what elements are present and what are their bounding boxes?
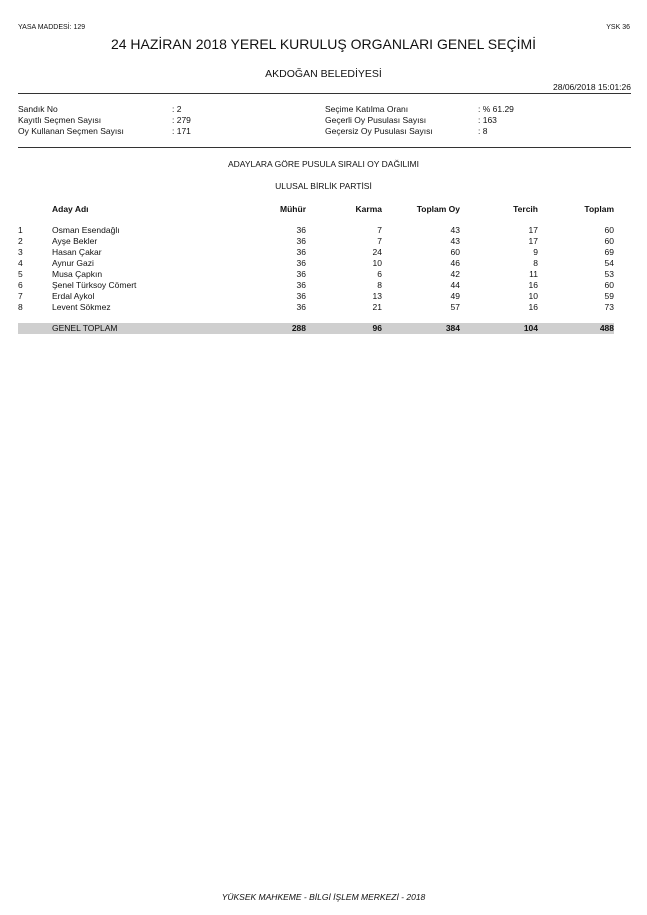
header-karma: Karma [355, 204, 382, 214]
cell-name: Aynur Gazi [52, 258, 94, 268]
info-label: Geçersiz Oy Pusulası Sayısı [325, 126, 433, 136]
cell-karma: 21 [372, 302, 382, 312]
total-toplam-oy: 384 [445, 323, 460, 333]
cell-karma: 7 [377, 236, 382, 246]
info-label: Oy Kullanan Seçmen Sayısı [18, 126, 124, 136]
header-divider [18, 93, 631, 94]
cell-toplam: 53 [604, 269, 614, 279]
table-row [18, 258, 614, 269]
total-label: GENEL TOPLAM [52, 323, 118, 333]
table-row [18, 247, 614, 258]
section-title: ADAYLARA GÖRE PUSULA SIRALI OY DAĞILIMI [227, 159, 419, 169]
info-label: Kayıtlı Seçmen Sayısı [18, 115, 102, 125]
cell-tercih: 10 [528, 291, 538, 301]
header-toplam: Toplam [584, 204, 614, 214]
cell-karma: 8 [377, 280, 382, 290]
cell-toplam-oy: 49 [450, 291, 460, 301]
cell-toplam: 60 [604, 280, 614, 290]
cell-tercih: 16 [528, 280, 538, 290]
table-header [18, 204, 614, 215]
cell-karma: 24 [372, 247, 382, 257]
cell-toplam: 59 [604, 291, 614, 301]
total-karma: 96 [372, 323, 382, 333]
header-toplam-oy: Toplam Oy [416, 204, 460, 214]
total-tercih: 104 [523, 323, 538, 333]
table-row [18, 269, 614, 280]
cell-toplam: 73 [604, 302, 614, 312]
cell-tercih: 16 [528, 302, 538, 312]
cell-tercih: 17 [528, 225, 538, 235]
cell-toplam-oy: 60 [450, 247, 460, 257]
info-value: : 279 [172, 115, 191, 125]
cell-name: Musa Çapkın [52, 269, 103, 279]
cell-name: Ayşe Bekler [52, 236, 98, 246]
cell-muhur: 36 [296, 302, 306, 312]
cell-muhur: 36 [296, 247, 306, 257]
cell-no: 5 [18, 269, 23, 279]
report-timestamp: 28/06/2018 15:01:26 [553, 82, 631, 92]
header-tercih: Tercih [513, 204, 538, 214]
cell-karma: 7 [377, 225, 382, 235]
cell-muhur: 36 [296, 280, 306, 290]
info-value: : 8 [478, 126, 488, 136]
table-row [18, 291, 614, 302]
cell-toplam-oy: 57 [450, 302, 460, 312]
cell-name: Erdal Aykol [52, 291, 95, 301]
cell-muhur: 36 [296, 258, 306, 268]
cell-karma: 10 [372, 258, 382, 268]
info-divider [18, 147, 631, 148]
cell-toplam: 54 [604, 258, 614, 268]
cell-karma: 13 [372, 291, 382, 301]
table-row [18, 225, 614, 236]
table-row [18, 280, 614, 291]
cell-muhur: 36 [296, 225, 306, 235]
cell-name: Hasan Çakar [52, 247, 102, 257]
cell-no: 8 [18, 302, 23, 312]
info-label: Geçerli Oy Pusulası Sayısı [325, 115, 427, 125]
municipality-name: AKDOĞAN BELEDİYESİ [265, 68, 382, 80]
cell-no: 6 [18, 280, 23, 290]
header-muhur: Mühür [280, 204, 306, 214]
cell-muhur: 36 [296, 291, 306, 301]
cell-toplam: 60 [604, 225, 614, 235]
cell-tercih: 11 [529, 269, 538, 279]
table-row [18, 236, 614, 247]
cell-name: Osman Esendağlı [52, 225, 120, 235]
cell-tercih: 8 [533, 258, 538, 268]
info-value: : 171 [172, 126, 191, 136]
cell-muhur: 36 [296, 236, 306, 246]
cell-toplam-oy: 46 [450, 258, 460, 268]
cell-toplam-oy: 44 [450, 280, 460, 290]
header-name: Aday Adı [52, 204, 89, 214]
info-value: : % 61.29 [478, 104, 514, 114]
table-row [18, 302, 614, 313]
cell-tercih: 17 [528, 236, 538, 246]
cell-toplam: 69 [604, 247, 614, 257]
cell-no: 1 [18, 225, 23, 235]
grand-total-row [18, 323, 614, 334]
cell-name: Şenel Türksoy Cömert [52, 280, 137, 290]
page-footer: YÜKSEK MAHKEME - BİLGİ İŞLEM MERKEZİ - 2018 [221, 892, 426, 902]
info-label: Seçime Katılma Oranı [325, 104, 409, 114]
cell-toplam-oy: 43 [450, 225, 460, 235]
info-value: : 163 [478, 115, 497, 125]
cell-tercih: 9 [533, 247, 538, 257]
cell-no: 7 [18, 291, 23, 301]
law-article: YASA MADDESİ: 129 [18, 24, 86, 31]
cell-no: 3 [18, 247, 23, 257]
cell-toplam: 60 [604, 236, 614, 246]
info-label: Sandık No [18, 104, 58, 114]
cell-muhur: 36 [296, 269, 306, 279]
party-name: ULUSAL BİRLİK PARTİSİ [275, 181, 372, 191]
cell-karma: 6 [377, 269, 382, 279]
cell-no: 4 [18, 258, 23, 268]
total-toplam: 488 [599, 323, 614, 333]
cell-name: Levent Sökmez [52, 302, 111, 312]
page-title: 24 HAZİRAN 2018 YEREL KURULUŞ ORGANLARI GENEL SEÇİMİ [110, 36, 537, 52]
cell-toplam-oy: 43 [450, 236, 460, 246]
cell-no: 2 [18, 236, 23, 246]
total-muhur: 288 [291, 323, 306, 333]
info-value: : 2 [172, 104, 182, 114]
form-code: YSK 36 [606, 24, 630, 31]
cell-toplam-oy: 42 [450, 269, 460, 279]
